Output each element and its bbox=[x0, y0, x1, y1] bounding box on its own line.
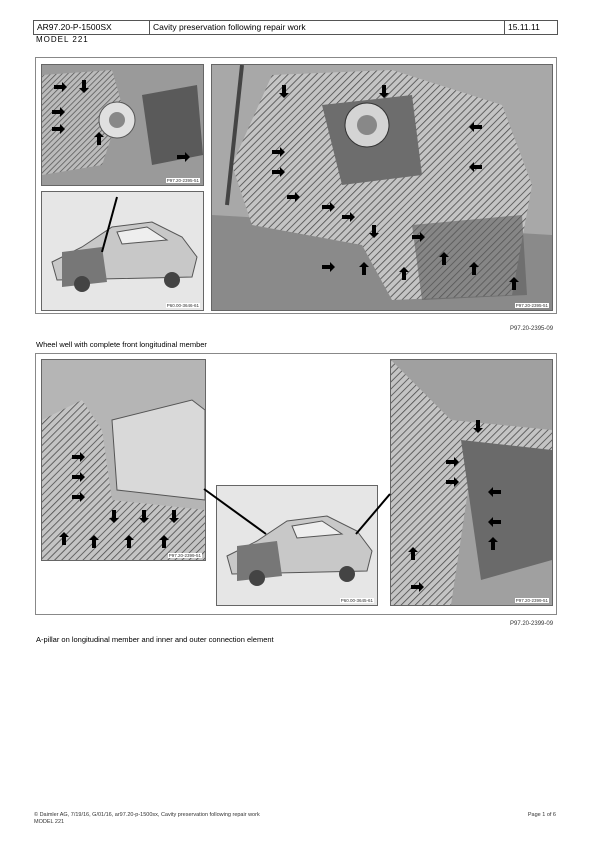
document-title: Cavity preservation following repair work bbox=[150, 21, 505, 34]
photo-code: P97.20-2395-51 bbox=[166, 178, 199, 183]
photo-code: P97.20-2399-51 bbox=[168, 553, 201, 558]
figure-reference: P97.20-2395-09 bbox=[510, 326, 554, 332]
document-header bbox=[33, 20, 558, 35]
figure-reference: P97.20-2399-09 bbox=[510, 621, 554, 627]
footer-model: MODEL 221 bbox=[34, 819, 65, 825]
photo-vehicle-overview bbox=[216, 485, 378, 606]
photo-a-pillar-inner bbox=[390, 359, 553, 606]
document-date: 15.11.11 bbox=[508, 22, 540, 32]
document-id: AR97.20-P-1500SX bbox=[34, 21, 150, 34]
figure-caption: A-pillar on longitudinal member and inner and outer connection element bbox=[36, 635, 274, 644]
photo-a-pillar-side bbox=[41, 359, 206, 561]
photo-wheel-well-detail bbox=[41, 64, 204, 186]
photo-code: P97.20-2399-51 bbox=[515, 598, 548, 603]
photo-code: P60.00-3645-61 bbox=[340, 598, 373, 603]
model-label: MODEL 221 bbox=[36, 35, 89, 44]
figure-caption: Wheel well with complete front longitudinal member bbox=[36, 340, 207, 349]
page-number: Page 1 of 6 bbox=[527, 812, 556, 818]
figure-wheel-well bbox=[35, 57, 557, 314]
figure-a-pillar bbox=[35, 353, 557, 615]
photo-code: P97.20-2395-51 bbox=[515, 303, 548, 308]
page-footer bbox=[34, 812, 556, 826]
photo-wheel-well-main bbox=[211, 64, 553, 311]
photo-vehicle-overview bbox=[41, 191, 204, 311]
photo-code: P60.00-3646-61 bbox=[166, 303, 199, 308]
footer-copyright: © Daimler AG, 7/19/16, G/01/16, ar97.20-p-1500sx, Cavity preservation following repair work bbox=[34, 812, 260, 818]
